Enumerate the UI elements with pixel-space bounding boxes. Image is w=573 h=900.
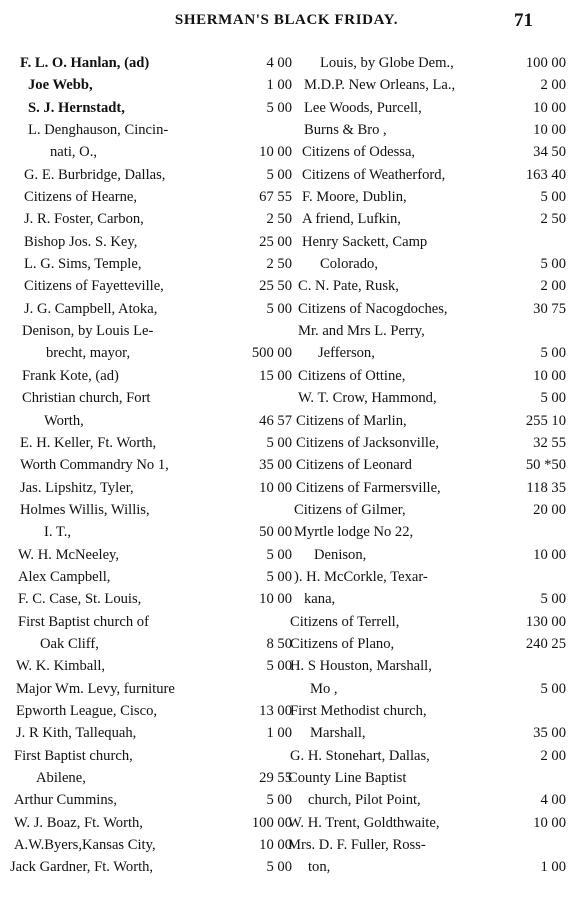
- donor-name: Jefferson,: [318, 345, 375, 362]
- subscription-entry: [10, 410, 292, 432]
- donation-amount: 10 00: [259, 591, 292, 608]
- donor-name: Citizens of Farmersville,: [296, 479, 441, 496]
- subscription-entry: [290, 141, 566, 163]
- donation-amount: 118 35: [526, 479, 566, 496]
- donation-amount: 34 50: [533, 144, 566, 161]
- donation-amount: 5 00: [540, 390, 566, 407]
- donor-name: W. H. McNeeley,: [18, 546, 120, 563]
- donation-amount: 25 50: [259, 278, 292, 295]
- donor-name: ). H. McCorkle, Texar-: [294, 568, 428, 585]
- donation-amount: 5 00: [540, 256, 566, 273]
- subscription-entry: [10, 856, 292, 878]
- donor-name: First Methodist church,: [290, 702, 427, 719]
- donation-amount: 5 00: [266, 568, 292, 585]
- subscription-entry: [290, 387, 566, 409]
- subscription-entry: [290, 97, 566, 119]
- donation-amount: 10 00: [533, 814, 566, 831]
- donor-name: L. G. Sims, Temple,: [24, 256, 142, 273]
- subscription-entry: [10, 700, 292, 722]
- subscription-entry: [10, 521, 292, 543]
- donation-amount: 50 00: [259, 524, 292, 541]
- donation-amount: 20 00: [533, 501, 566, 518]
- donation-amount: 46 57: [259, 412, 292, 429]
- donor-name: church, Pilot Point,: [308, 792, 421, 809]
- donor-name: J. R. Foster, Carbon,: [24, 211, 144, 228]
- donation-amount: 5 00: [266, 658, 292, 675]
- donation-amount: 1 00: [266, 77, 292, 94]
- donation-amount: 10 00: [259, 837, 292, 854]
- donation-amount: 1 00: [266, 725, 292, 742]
- donor-name: County Line Baptist: [288, 770, 407, 786]
- donation-amount: 2 50: [266, 211, 292, 228]
- donor-name: W. H. Trent, Goldthwaite,: [288, 814, 440, 831]
- donor-name: Lee Woods, Purcell,: [304, 99, 422, 116]
- subscription-entry: [290, 521, 566, 543]
- donation-amount: 5 00: [266, 434, 292, 451]
- subscription-entry: [290, 611, 566, 633]
- donation-amount: 67 55: [259, 189, 292, 206]
- donor-name: nati, O.,: [50, 144, 98, 161]
- subscription-entry: [10, 544, 292, 566]
- donor-name: G. H. Stonehart, Dallas,: [290, 747, 430, 764]
- donor-name: Jas. Lipshitz, Tyler,: [20, 479, 134, 496]
- donor-name: E. H. Keller, Ft. Worth,: [20, 434, 157, 451]
- right-subscription-column: [290, 52, 566, 879]
- donation-amount: 100 00: [525, 55, 566, 71]
- donor-name: Citizens of Leonard: [296, 457, 412, 474]
- donor-name: H. S Houston, Marshall,: [290, 658, 432, 675]
- donation-amount: 10 00: [533, 367, 566, 384]
- donor-name: Citizens of Nacogdoches,: [298, 300, 448, 317]
- donation-amount: 2 00: [540, 747, 566, 764]
- donor-name: kana,: [304, 591, 336, 608]
- subscription-entry: [290, 499, 566, 521]
- subscription-entry: [10, 767, 292, 789]
- donation-amount: 10 00: [533, 122, 566, 139]
- subscription-entry: [290, 454, 566, 476]
- donation-amount: 10 00: [533, 546, 566, 563]
- subscription-entry: [290, 208, 566, 230]
- page-number: 71: [514, 10, 533, 31]
- left-subscription-column: [10, 52, 292, 879]
- subscription-entry: [10, 74, 292, 96]
- subscription-entry: [10, 454, 292, 476]
- donation-amount: 29 55: [259, 770, 292, 786]
- subscription-entry: [10, 387, 292, 409]
- subscription-entry: [10, 588, 292, 610]
- subscription-entry: [10, 320, 292, 342]
- donor-name: Abilene,: [36, 770, 86, 786]
- donation-amount: 8 50: [266, 635, 292, 652]
- subscription-entry: [10, 611, 292, 633]
- donor-name: W. K. Kimball,: [16, 658, 106, 675]
- donor-name: F. L. O. Hanlan, (ad): [20, 55, 150, 71]
- donation-amount: 10 00: [533, 99, 566, 116]
- donation-amount: 100 00: [251, 814, 292, 831]
- donation-amount: 5 00: [266, 859, 292, 876]
- subscription-entry: [10, 208, 292, 230]
- donation-amount: 2 50: [266, 256, 292, 273]
- subscription-entry: [290, 275, 566, 297]
- donor-name: A.W.Byers,Kansas City,: [14, 837, 156, 854]
- donation-amount: 10 00: [259, 479, 292, 496]
- donor-name: Denison, by Louis Le-: [22, 323, 154, 340]
- subscription-entry: [10, 812, 292, 834]
- donor-name: Citizens of Jacksonville,: [296, 434, 440, 451]
- donor-name: Worth,: [44, 412, 84, 429]
- donor-name: Denison,: [314, 546, 367, 563]
- donation-amount: 25 00: [259, 233, 292, 250]
- donation-amount: 255 10: [525, 412, 566, 429]
- subscription-entry: [10, 164, 292, 186]
- subscription-entry: [10, 789, 292, 811]
- subscription-entry: [290, 812, 566, 834]
- subscription-entry: [10, 834, 292, 856]
- donor-name: brecht, mayor,: [46, 345, 131, 362]
- donor-name: Oak Cliff,: [40, 635, 99, 652]
- donor-name: Henry Sackett, Camp: [302, 233, 428, 250]
- donation-amount: 13 00: [259, 702, 292, 719]
- donor-name: A friend, Lufkin,: [302, 211, 401, 228]
- donor-name: F. C. Case, St. Louis,: [18, 591, 142, 608]
- subscription-entry: [10, 119, 292, 141]
- donor-name: Alex Campbell,: [18, 568, 111, 585]
- subscription-entry: [290, 633, 566, 655]
- donor-name: Citizens of Weatherford,: [302, 166, 446, 183]
- subscription-entry: [290, 253, 566, 275]
- subscription-entry: [10, 678, 292, 700]
- subscription-entry: [10, 633, 292, 655]
- donor-name: Christian church, Fort: [22, 390, 151, 407]
- subscription-entry: [290, 566, 566, 588]
- donation-amount: 5 00: [540, 345, 566, 362]
- donation-amount: 35 00: [259, 457, 292, 474]
- donor-name: Louis, by Globe Dem.,: [320, 55, 454, 71]
- donation-amount: 50 *50: [525, 457, 566, 474]
- donor-name: Frank Kote, (ad): [22, 367, 119, 384]
- subscription-entry: [290, 477, 566, 499]
- subscription-entry: [290, 164, 566, 186]
- subscription-entry: [10, 365, 292, 387]
- donor-name: Worth Commandry No 1,: [20, 457, 169, 474]
- subscription-entry: [290, 745, 566, 767]
- donation-amount: 35 00: [533, 725, 566, 742]
- donor-name: Myrtle lodge No 22,: [294, 524, 414, 541]
- donor-name: S. J. Hernstadt,: [28, 99, 125, 116]
- subscription-entry: [290, 186, 566, 208]
- donation-amount: 1 00: [540, 859, 566, 876]
- donation-amount: 15 00: [259, 367, 292, 384]
- donation-amount: 2 50: [540, 211, 566, 228]
- subscription-entry: [10, 275, 292, 297]
- page-header: [0, 10, 573, 36]
- running-title: SHERMAN'S BLACK FRIDAY.: [174, 12, 399, 28]
- subscription-entry: [290, 119, 566, 141]
- subscription-entry: [290, 342, 566, 364]
- donation-amount: 5 00: [266, 300, 292, 317]
- subscription-entry: [290, 722, 566, 744]
- donor-name: J. R Kith, Tallequah,: [16, 725, 137, 742]
- donation-amount: 2 00: [540, 77, 566, 94]
- donor-name: C. N. Pate, Rusk,: [298, 278, 399, 295]
- subscription-entry: [10, 141, 292, 163]
- donation-amount: 5 00: [266, 792, 292, 809]
- donor-name: Citizens of Gilmer,: [294, 501, 406, 518]
- donor-name: Citizens of Plano,: [290, 635, 395, 652]
- donor-name: J. G. Campbell, Atoka,: [24, 300, 158, 317]
- donor-name: Joe Webb,: [28, 77, 93, 94]
- donor-name: W. T. Crow, Hammond,: [298, 390, 437, 407]
- donor-name: First Baptist church,: [14, 747, 133, 764]
- donor-name: Citizens of Odessa,: [302, 144, 416, 161]
- donor-name: Jack Gardner, Ft. Worth,: [10, 859, 154, 876]
- subscription-entry: [10, 52, 292, 74]
- donor-name: Marshall,: [310, 725, 366, 742]
- subscription-entry: [10, 477, 292, 499]
- donor-name: Colorado,: [320, 256, 378, 273]
- donor-name: Citizens of Terrell,: [290, 613, 400, 630]
- donor-name: Citizens of Hearne,: [24, 189, 138, 206]
- subscription-entry: [10, 499, 292, 521]
- subscription-entry: [10, 655, 292, 677]
- donation-amount: 10 00: [259, 144, 292, 161]
- donor-name: I. T.,: [44, 524, 72, 541]
- donor-name: Citizens of Ottine,: [298, 367, 406, 384]
- donation-amount: 2 00: [540, 278, 566, 295]
- donor-name: Citizens of Fayetteville,: [24, 278, 164, 295]
- subscription-entry: [290, 789, 566, 811]
- subscription-entry: [290, 700, 566, 722]
- donation-amount: 5 00: [540, 680, 566, 697]
- donor-name: Burns & Bro ,: [304, 122, 387, 139]
- donor-name: W. J. Boaz, Ft. Worth,: [14, 814, 143, 831]
- subscription-entry: [10, 566, 292, 588]
- donor-name: Mo ,: [310, 680, 338, 697]
- donation-amount: 240 25: [525, 635, 566, 652]
- subscription-entry: [10, 231, 292, 253]
- subscription-entry: [10, 342, 292, 364]
- donor-name: ton,: [308, 859, 331, 876]
- subscription-entry: [290, 320, 566, 342]
- subscription-entry: [290, 767, 566, 789]
- donor-name: Citizens of Marlin,: [296, 412, 407, 429]
- donation-amount: 130 00: [525, 613, 566, 630]
- donor-name: Mrs. D. F. Fuller, Ross-: [288, 837, 426, 854]
- subscription-entry: [10, 186, 292, 208]
- subscription-entry: [290, 298, 566, 320]
- subscription-entry: [290, 834, 566, 856]
- donor-name: F. Moore, Dublin,: [302, 189, 407, 206]
- donor-name: L. Denghauson, Cincin-: [28, 122, 169, 139]
- subscription-entry: [10, 298, 292, 320]
- donation-amount: 5 00: [540, 591, 566, 608]
- donor-name: M.D.P. New Orleans, La.,: [304, 77, 456, 94]
- donation-amount: 5 00: [266, 166, 292, 183]
- donor-name: Epworth League, Cisco,: [16, 702, 158, 719]
- donor-name: Mr. and Mrs L. Perry,: [298, 323, 425, 340]
- donation-amount: 30 75: [533, 300, 566, 317]
- subscription-entry: [10, 97, 292, 119]
- subscription-entry: [290, 544, 566, 566]
- subscription-entry: [290, 52, 566, 74]
- donation-amount: 4 00: [540, 792, 566, 809]
- donor-name: G. E. Burbridge, Dallas,: [24, 166, 166, 183]
- subscription-entry: [290, 74, 566, 96]
- donation-amount: 5 00: [540, 189, 566, 206]
- subscription-entry: [290, 588, 566, 610]
- donor-name: Major Wm. Levy, furniture: [16, 680, 175, 697]
- subscription-entry: [10, 722, 292, 744]
- subscription-entry: [290, 678, 566, 700]
- subscription-entry: [10, 745, 292, 767]
- subscription-entry: [290, 856, 566, 878]
- donor-name: Arthur Cummins,: [14, 792, 117, 809]
- donor-name: Bishop Jos. S. Key,: [24, 233, 138, 250]
- donor-name: Holmes Willis, Willis,: [20, 501, 150, 518]
- donation-amount: 4 00: [266, 55, 292, 71]
- subscription-entry: [290, 365, 566, 387]
- subscription-entry: [290, 655, 566, 677]
- donation-amount: 5 00: [266, 546, 292, 563]
- subscription-entry: [10, 432, 292, 454]
- donation-amount: 500 00: [251, 345, 292, 362]
- donation-amount: 163 40: [525, 166, 566, 183]
- subscription-entry: [290, 231, 566, 253]
- subscription-entry: [10, 253, 292, 275]
- subscription-entry: [290, 432, 566, 454]
- donor-name: First Baptist church of: [18, 613, 149, 630]
- donation-amount: 5 00: [266, 99, 292, 116]
- subscription-entry: [290, 410, 566, 432]
- donation-amount: 32 55: [533, 434, 566, 451]
